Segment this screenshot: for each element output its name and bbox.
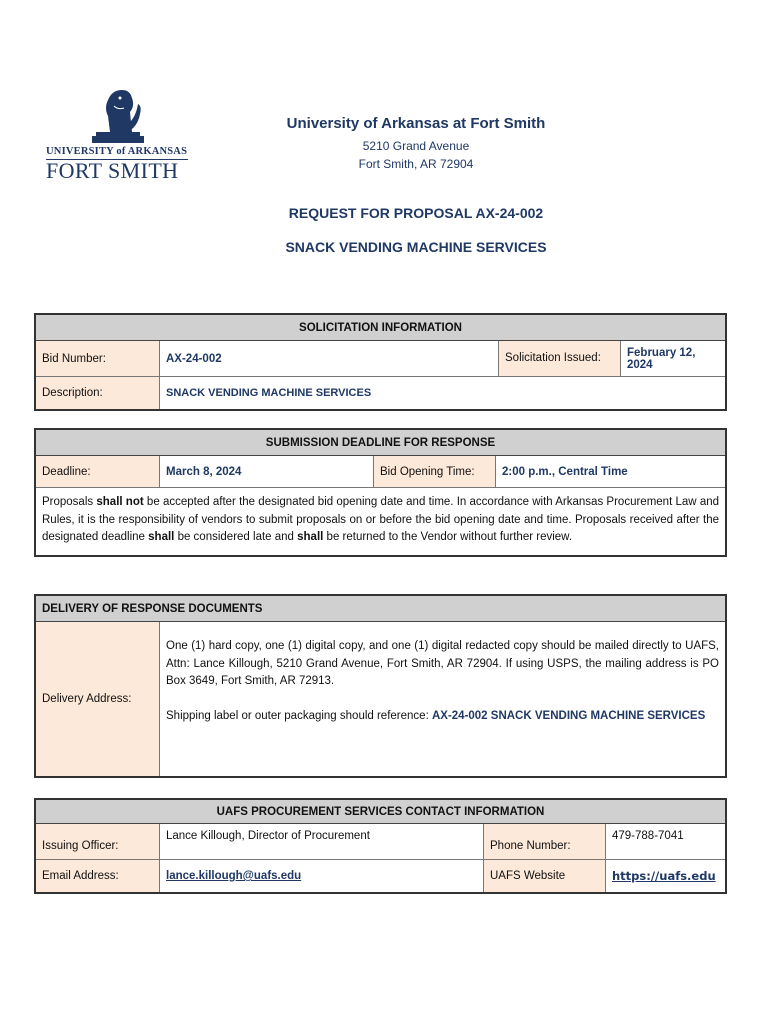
logo-fort-smith-text: FORT SMITH xyxy=(46,158,179,183)
address-line-1: 5210 Grand Avenue xyxy=(362,139,470,153)
notice-text: Proposals xyxy=(42,496,97,508)
phone-label: Phone Number: xyxy=(484,824,606,859)
website-label: UAFS Website xyxy=(484,860,606,892)
bid-number-row xyxy=(36,341,725,377)
description-label: Description: xyxy=(36,377,160,409)
website-cell xyxy=(606,860,725,892)
rfp-title: REQUEST FOR PROPOSAL AX-24-002 xyxy=(288,205,544,221)
phone-value: 479-788-7041 xyxy=(612,830,684,842)
lion-logo-icon xyxy=(88,86,148,144)
deadline-heading: SUBMISSION DEADLINE FOR RESPONSE xyxy=(36,430,725,456)
issued-label: Solicitation Issued: xyxy=(499,341,621,376)
email-label: Email Address: xyxy=(36,860,160,892)
officer-value: Lance Killough, Director of Procurement xyxy=(160,824,484,859)
contact-heading: UAFS PROCUREMENT SERVICES CONTACT INFORMATION xyxy=(36,800,725,824)
deadline-notice xyxy=(36,488,725,555)
solicitation-heading: SOLICITATION INFORMATION xyxy=(36,315,725,341)
description-row xyxy=(36,377,725,409)
deadline-notice-row xyxy=(36,488,725,555)
shipping-reference: AX-24-002 SNACK VENDING MACHINE SERVICES xyxy=(431,709,706,722)
deadline-row xyxy=(36,456,725,488)
notice-emphasis: shall not xyxy=(96,496,144,508)
email-cell xyxy=(160,860,484,892)
notice-text: be considered late and xyxy=(174,531,298,543)
delivery-instructions-cell xyxy=(160,622,725,776)
shipping-reference-text xyxy=(166,708,719,726)
deadline-table xyxy=(34,428,727,557)
university-name: University of Arkansas at Fort Smith xyxy=(286,115,546,132)
description-value: SNACK VENDING MACHINE SERVICES xyxy=(166,387,372,399)
rfp-subtitle: SNACK VENDING MACHINE SERVICES xyxy=(285,239,547,255)
website-link[interactable]: https://uafs.edu xyxy=(612,869,716,883)
notice-text: be accepted after the designated bid opening date and time. In accordance with Arkansas Procurement Law and Rules, it is the responsibility of vendors to submit proposals on or before the bid opening date and time. Proposals received after the designated deadline xyxy=(42,496,720,543)
notice-emphasis: shall xyxy=(148,531,175,543)
delivery-table xyxy=(34,594,727,778)
email-row xyxy=(36,860,725,892)
email-link[interactable]: lance.killough@uafs.edu xyxy=(166,870,302,882)
delivery-row xyxy=(36,622,725,776)
notice-emphasis: shall xyxy=(297,531,324,543)
delivery-heading: DELIVERY OF RESPONSE DOCUMENTS xyxy=(36,596,725,622)
solicitation-table xyxy=(34,313,727,411)
officer-label: Issuing Officer: xyxy=(36,824,160,859)
university-logo xyxy=(46,86,196,184)
delivery-address-label: Delivery Address: xyxy=(36,622,160,776)
bid-number-label: Bid Number: xyxy=(36,341,160,376)
deadline-label: Deadline: xyxy=(36,456,160,487)
issued-date: February 12, 2024 xyxy=(627,346,696,371)
notice-text: be returned to the Vendor without further review. xyxy=(323,531,573,543)
address-line-2: Fort Smith, AR 72904 xyxy=(358,157,474,171)
delivery-instructions: One (1) hard copy, one (1) digital copy, and one (1) digital redacted copy should be mailed directly to UAFS, Attn: Lance Killough, 5210 Grand Avenue, Fort Smith, AR 72904. If using USPS, the mailing address is PO Box 3649, Fort Smith, AR 72913. xyxy=(166,640,719,687)
shipping-text: Shipping label or outer packaging should reference: xyxy=(166,709,432,722)
officer-row xyxy=(36,824,725,860)
bid-number-value: AX-24-002 xyxy=(160,341,499,376)
deadline-value: March 8, 2024 xyxy=(160,456,374,487)
contact-table xyxy=(34,798,727,894)
opening-time-label: Bid Opening Time: xyxy=(374,456,496,487)
opening-time-value: 2:00 p.m., Central Time xyxy=(502,465,628,478)
logo-university-text: UNIVERSITY of ARKANSAS xyxy=(46,146,188,157)
